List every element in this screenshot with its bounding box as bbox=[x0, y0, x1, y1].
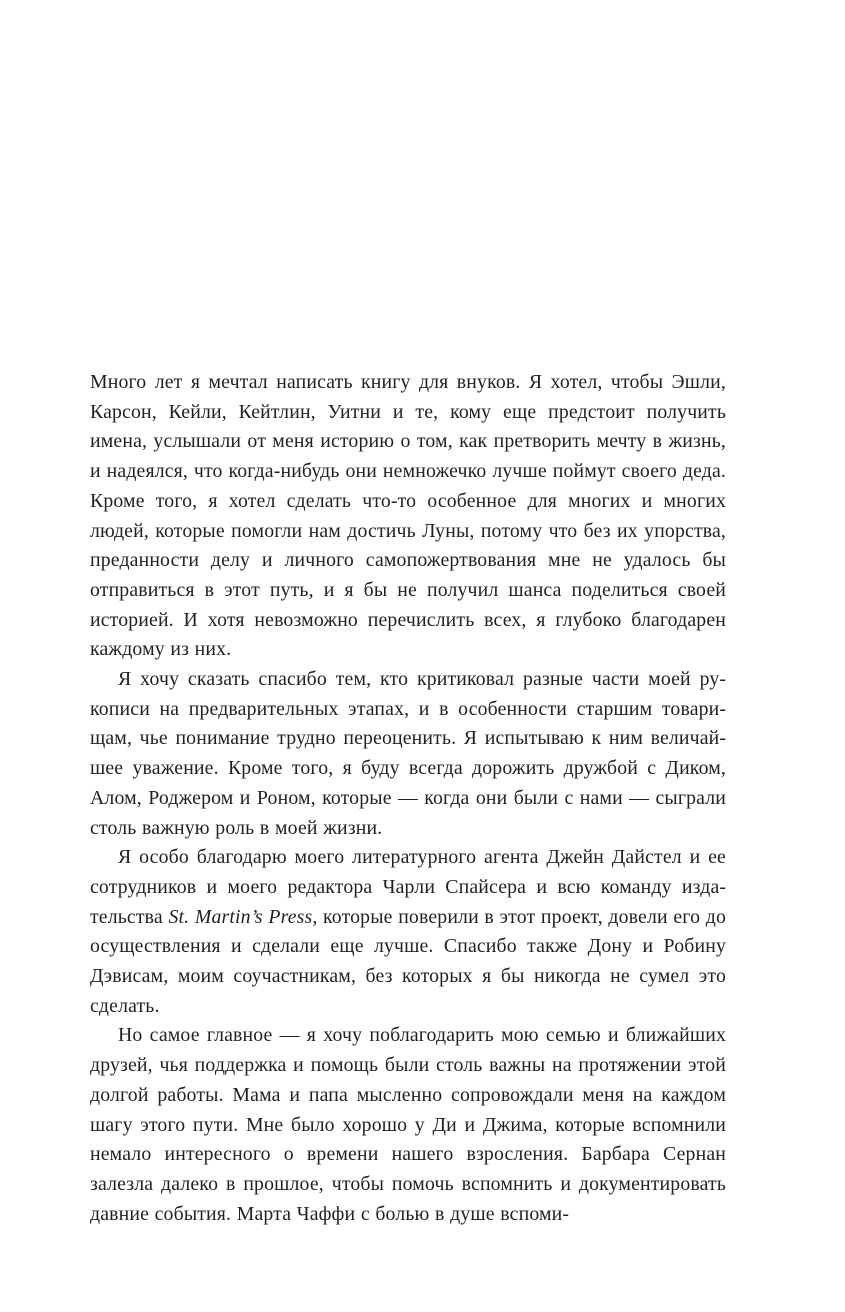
publisher-name: St. Martin’s Press bbox=[168, 905, 313, 928]
paragraph-3-before: Я особо благодарю моего литературного агента Джейн Дайстел и ее сотрудников и моего редактора Чарли Спайсера и всю команду издательства bbox=[90, 846, 726, 928]
paragraph-3 bbox=[90, 843, 726, 1021]
paragraph-1: Много лет я мечтал написать книгу для внуков. Я хотел, чтобы Эшли, Карсон, Кейли, Кейтлин, Уитни и те, кому еще предстоит получить имена, услышали от меня историю о том, как претворить мечту в жизнь, и надеялся, что когда-нибудь они немножечко лучше поймут своего деда. Кроме того, я хотел сделать что-то особенное для многих и многих людей, которые помогли нам достичь Луны, потому что без их упорства, преданности делу и личного самопожертвования мне не удалось бы отправиться в этот путь, и я бы не получил шанса поделиться своей историей. И хотя невозможно перечислить всех, я глубоко благодарен каждому из них. bbox=[90, 371, 726, 661]
paragraph-4: Но самое главное — я хочу поблагодарить мою семью и ближайших друзей, чья поддержка и помощь были столь важны на протяжении этой долгой работы. Мама и папа мысленно сопровождали меня на каждом шагу этого пути. Мне было хорошо у Ди и Джима, которые вспомнили немало интересного о времени нашего взросления. Барбара Сернан залезла далеко в прошлое, чтобы помочь вспомнить и документировать давние события. Марта Чаффи с болью в душе вспоми- bbox=[90, 1024, 726, 1225]
paragraph-2: Я хочу сказать спасибо тем, кто критиковал разные части моей рукописи на предварительных этапах, и в особенности старшим товарищам, чье понимание трудно переоценить. Я испытываю к ним величайшее уважение. Кроме того, я буду всегда дорожить дружбой с Диком, Алом, Роджером и Роном, которые — когда они были с нами — сыграли столь важную роль в моей жизни. bbox=[90, 668, 726, 839]
page-body bbox=[90, 368, 726, 1229]
paragraph-3-after: , которые поверили в этот проект, довели его до осуществления и сделали еще лучше. Спасибо также Дону и Робину Дэвисам, моим соучастникам, без которых я бы никогда не сумел это сделать. bbox=[90, 905, 726, 1017]
